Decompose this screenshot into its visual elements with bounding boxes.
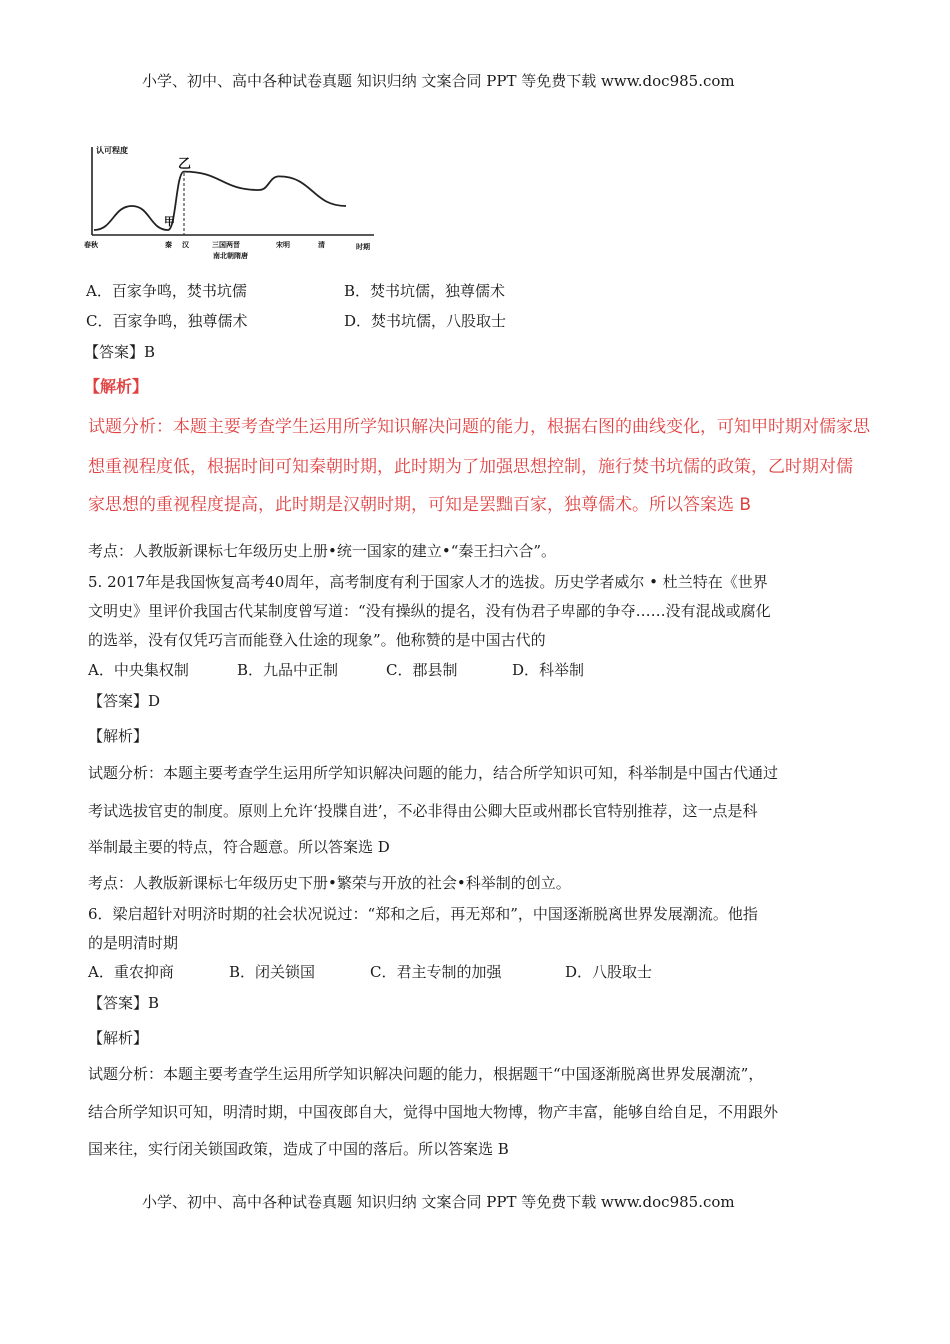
x-tick-qing: 清	[318, 241, 325, 249]
page-header: 小学、初中、高中各种试卷真题 知识归纳 文案合同 PPT 等免费下载 www.doc985.com	[142, 72, 735, 90]
q5-analysis-title: 【解析】	[88, 727, 149, 745]
q6-analysis-line-2: 结合所学知识可知，明清时期，中国夜郎自大，觉得中国地大物博，物产丰富，能够自给自足，不用跟外	[88, 1103, 779, 1121]
q5-option-d: D．科举制	[512, 661, 585, 679]
q5-kaodian: 考点：人教版新课标七年级历史下册•繁荣与开放的社会•科举制的创立。	[88, 874, 571, 892]
q4-kaodian: 考点：人教版新课标七年级历史上册•统一国家的建立•“秦王扫六合”。	[88, 542, 557, 560]
x-tick-han: 汉	[182, 241, 189, 249]
page-footer: 小学、初中、高中各种试卷真题 知识归纳 文案合同 PPT 等免费下载 www.doc985.com	[142, 1193, 735, 1211]
y-axis-label: 认可程度	[96, 146, 128, 155]
q6-stem-line-2: 的是明清时期	[88, 934, 179, 952]
q5-analysis-line-1: 试题分析：本题主要考查学生运用所学知识解决问题的能力，结合所学知识可知，科举制是中国古代通过	[88, 764, 779, 782]
x-tick-sanguo: 三国两晋	[212, 241, 240, 249]
q5-option-c: C．郡县制	[386, 661, 458, 679]
q5-option-a: A．中央集权制	[88, 661, 189, 679]
q4-analysis-line-1: 试题分析：本题主要考查学生运用所学知识解决问题的能力，根据右图的曲线变化，可知甲时期对儒家思	[88, 417, 870, 437]
q5-analysis-line-3: 举制最主要的特点，符合题意。所以答案选 D	[88, 838, 390, 856]
q6-option-d: D．八股取士	[565, 963, 653, 981]
approval-curve	[94, 172, 346, 230]
q4-analysis-line-3: 家思想的重视程度提高，此时期是汉朝时期，可知是罢黜百家，独尊儒术。所以答案选 B	[88, 495, 752, 515]
q6-analysis-line-3: 国来往，实行闭关锁国政策，造成了中国的落后。所以答案选 B	[88, 1140, 509, 1158]
q5-answer: 【答案】D	[88, 692, 161, 710]
x-tick-nanbei: 南北朝隋唐	[213, 252, 248, 260]
q5-analysis-line-2: 考试选拔官吏的制度。原则上允许‘投牒自进’，不必非得由公卿大臣或州郡长官特别推荐，这一点是科	[88, 802, 758, 820]
q4-option-d: D．焚书坑儒，八股取士	[344, 312, 507, 330]
q6-stem-line-1: 6．梁启超针对明济时期的社会状况说过：“郑和之后，再无郑和”，中国逐渐脱离世界发展潮流。他指	[88, 905, 758, 923]
x-axis-label: 时期	[356, 243, 370, 251]
q5-option-b: B．九品中正制	[237, 661, 339, 679]
q6-answer: 【答案】B	[88, 994, 160, 1012]
q6-option-b: B．闭关锁国	[229, 963, 316, 981]
q6-analysis-title: 【解析】	[88, 1029, 149, 1047]
q4-option-b: B．焚书坑儒，独尊儒术	[344, 282, 506, 300]
q6-analysis-line-1: 试题分析：本题主要考查学生运用所学知识解决问题的能力，根据题干“中国逐渐脱离世界发展潮流”，	[88, 1065, 764, 1083]
q5-stem-line-1: 5. 2017年是我国恢复高考40周年，高考制度有利于国家人才的选拔。历史学者威尔 • 杜兰特在《世界	[88, 573, 768, 591]
q4-option-c: C．百家争鸣，独尊儒术	[86, 312, 248, 330]
q4-analysis-title: 【解析】	[84, 377, 149, 396]
q4-option-a: A．百家争鸣，焚书坑儒	[86, 282, 247, 300]
q4-answer: 【答案】B	[84, 343, 156, 361]
q5-stem-line-2: 文明史》里评价我国古代某制度曾写道：“没有操纵的提名，没有伪君子卑鄙的争夺……没有混战或腐化	[88, 602, 771, 620]
label-jia: 甲	[164, 215, 175, 228]
q6-option-a: A．重农抑商	[88, 963, 174, 981]
x-tick-chunqiu: 春秋	[84, 241, 98, 249]
approval-curve-chart	[84, 137, 384, 265]
q5-stem-line-3: 的选举，没有仅凭巧言而能登入仕途的现象”。他称赞的是中国古代的	[88, 631, 546, 649]
x-tick-qin: 秦	[165, 241, 172, 249]
q6-option-c: C．君主专制的加强	[370, 963, 502, 981]
label-yi: 乙	[178, 157, 192, 172]
x-tick-songming: 宋明	[276, 241, 290, 249]
q4-analysis-line-2: 想重视程度低，根据时间可知秦朝时期，此时期为了加强思想控制，施行焚书坑儒的政策，乙时期对儒	[88, 457, 853, 477]
